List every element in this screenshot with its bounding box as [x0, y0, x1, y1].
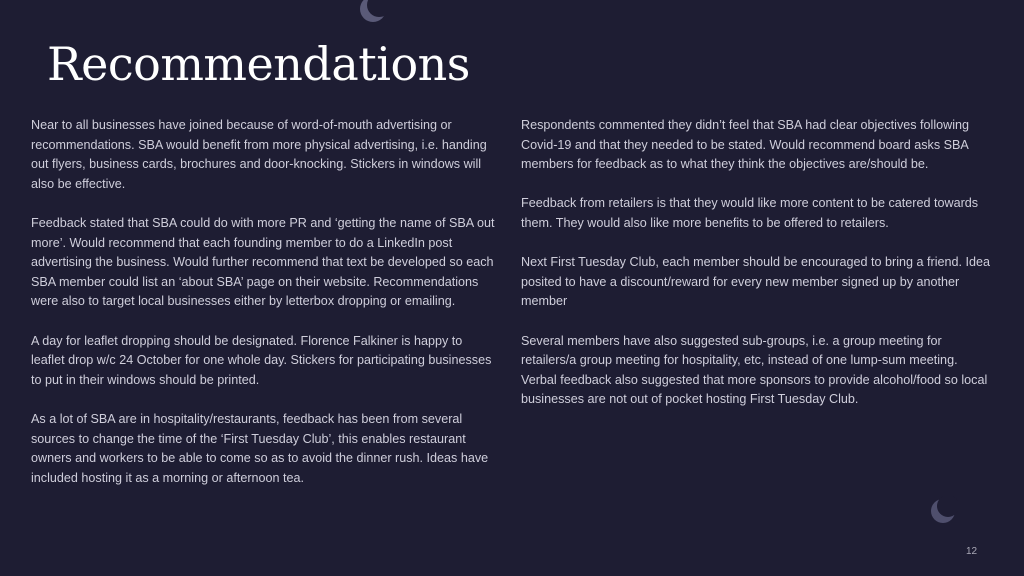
- paragraph: Feedback from retailers is that they would like more content to be catered towards them. They would also like more benefits to be offered to retailers.: [521, 196, 979, 230]
- left-column: [31, 116, 499, 508]
- paragraph: A day for leaflet dropping should be designated. Florence Falkiner is happy to leaflet drop w/c 24 October for one whole day. Stickers for participating businesses to put in their windows should be printed.: [31, 333, 492, 387]
- paragraph: As a lot of SBA are in hospitality/restaurants, feedback has been from several sources to change the time of the ‘First Tuesday Club’, this enables restaurant owners and workers to be able to come so as to avoid the dinner rush. Ideas have included hosting it as a morning or afternoon tea.: [31, 411, 489, 485]
- right-column: [521, 116, 991, 430]
- crescent-moon-icon: [358, 0, 388, 24]
- paragraph: Next First Tuesday Club, each member should be encouraged to bring a friend. Idea posited to have a discount/reward for every new member signed up by another member: [521, 255, 991, 309]
- paragraph: Several members have also suggested sub-groups, i.e. a group meeting for retailers/a group meeting for hospitality, etc, instead of one lump-sum meeting. Verbal feedback also suggested that more sponsors to provide alcohol/food so local businesses are not out of pocket hosting First Tuesday Club.: [521, 333, 988, 407]
- paragraph: Respondents commented they didn’t feel that SBA had clear objectives following Covid-19 and that they needed to be stated. Would recommend board asks SBA members for feedback as to what they think the objectives are/should be.: [521, 118, 970, 172]
- slide-title: Recommendations: [47, 37, 470, 91]
- crescent-moon-icon: [928, 496, 958, 526]
- paragraph: Feedback stated that SBA could do with more PR and ‘getting the name of SBA out more’. Would recommend that each founding member to do a LinkedIn post advertising the business. Would further recommend that text be developed so each SBA member could list an ‘about SBA’ page on their website. Recommendations were also to target local businesses either by letterbox dropping or emailing.: [31, 215, 495, 309]
- page-number: 12: [966, 546, 978, 557]
- paragraph: Near to all businesses have joined because of word-of-mouth advertising or recommendations. SBA would benefit from more physical advertising, i.e. handing out flyers, business cards, brochures and door-knocking. Stickers in windows will also be effective.: [31, 118, 487, 191]
